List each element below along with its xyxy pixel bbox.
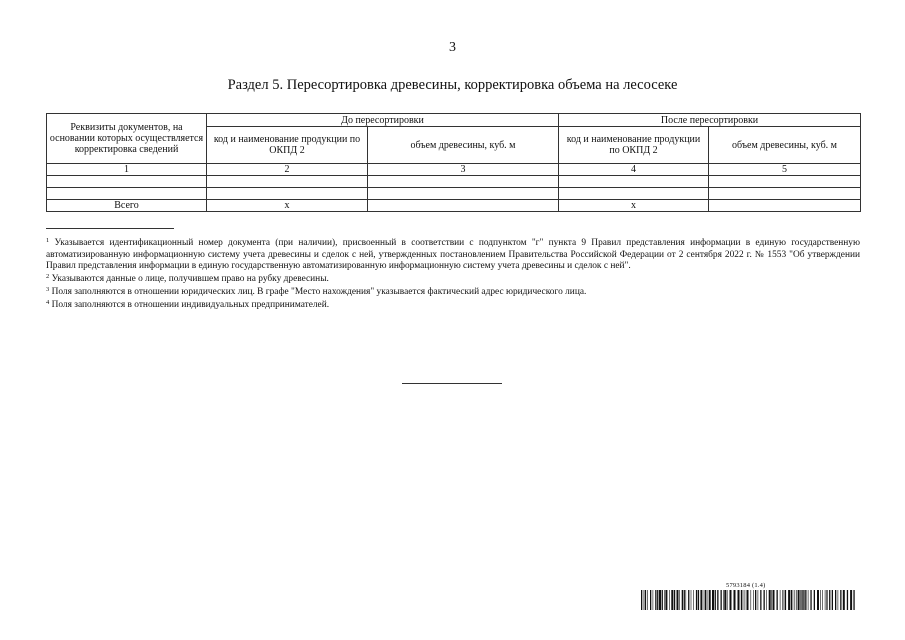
- table-cell: [47, 188, 207, 200]
- table-cell: [559, 188, 709, 200]
- footnote-text: Указываются данные о лице, получившем право на рубку древесины.: [51, 274, 329, 285]
- barcode-caption: 5793184 (1.4): [726, 582, 766, 589]
- footnote-mark: 2: [46, 273, 50, 281]
- total-before-volume: [368, 200, 559, 212]
- table-cell: [368, 176, 559, 188]
- end-of-section-rule: [402, 383, 502, 384]
- section-title: Раздел 5. Пересортировка древесины, корректировка объема на лесосеке: [227, 77, 678, 93]
- table-cell: [709, 176, 861, 188]
- column-number: 3: [368, 164, 559, 176]
- header-after-volume: объем древесины, куб. м: [709, 127, 861, 164]
- footnote-3: [46, 287, 860, 299]
- table-cell: [47, 176, 207, 188]
- table-cell: [709, 188, 861, 200]
- header-before-resorting: До пересортировки: [207, 114, 559, 127]
- footnotes: [46, 238, 860, 314]
- header-before-product-code: код и наименование продукции по ОКПД 2: [207, 127, 368, 164]
- footnote-2: [46, 274, 860, 286]
- header-document-details: Реквизиты документов, на основании которых осуществляется корректировка сведений: [47, 114, 207, 164]
- footnote-text: Указывается идентификационный номер документа (при наличии), присвоенный в соответствии с подпунктом "г" пункта 9 Правил представления информации в единую государственную автоматизированную информационную систему учета древесины и сделок с ней, утвержденных постановлением Правительства Российской Федерации от 2 сентября 2022 г. № 1553 "Об утверждении Правил представления информации в единую государственную автоматизированную информационную систему учета древесины и сделок с ней".: [46, 238, 860, 272]
- header-after-resorting: После пересортировки: [559, 114, 861, 127]
- total-label: Всего: [47, 200, 207, 212]
- footnote-1: [46, 238, 860, 273]
- barcode-image: [641, 590, 855, 610]
- resorting-table: [46, 113, 861, 212]
- header-after-product-code: код и наименование продукции по ОКПД 2: [559, 127, 709, 164]
- table-row: [47, 176, 861, 188]
- table-row: [47, 188, 861, 200]
- footnote-mark: 1: [46, 237, 50, 244]
- footnote-mark: 3: [46, 286, 50, 294]
- column-number: 2: [207, 164, 368, 176]
- header-before-volume: объем древесины, куб. м: [368, 127, 559, 164]
- table-cell: [207, 188, 368, 200]
- footnote-mark: 4: [46, 299, 50, 307]
- footnote-4: [46, 300, 860, 312]
- footnote-separator: [46, 228, 174, 229]
- table-header-row: [47, 114, 861, 127]
- table-cell: [368, 188, 559, 200]
- total-after-code: х: [559, 200, 709, 212]
- total-before-code: х: [207, 200, 368, 212]
- table-cell: [207, 176, 368, 188]
- column-numbers-row: [47, 164, 861, 176]
- total-row: [47, 200, 861, 212]
- footnote-text: Поля заполняются в отношении индивидуальных предпринимателей.: [51, 300, 330, 311]
- page-number: 3: [449, 40, 456, 55]
- footnote-text: Поля заполняются в отношении юридических лиц. В графе "Место нахождения" указывается фактический адрес юридического лица.: [51, 287, 587, 298]
- column-number: 1: [47, 164, 207, 176]
- column-number: 5: [709, 164, 861, 176]
- column-number: 4: [559, 164, 709, 176]
- table-cell: [559, 176, 709, 188]
- total-after-volume: [709, 200, 861, 212]
